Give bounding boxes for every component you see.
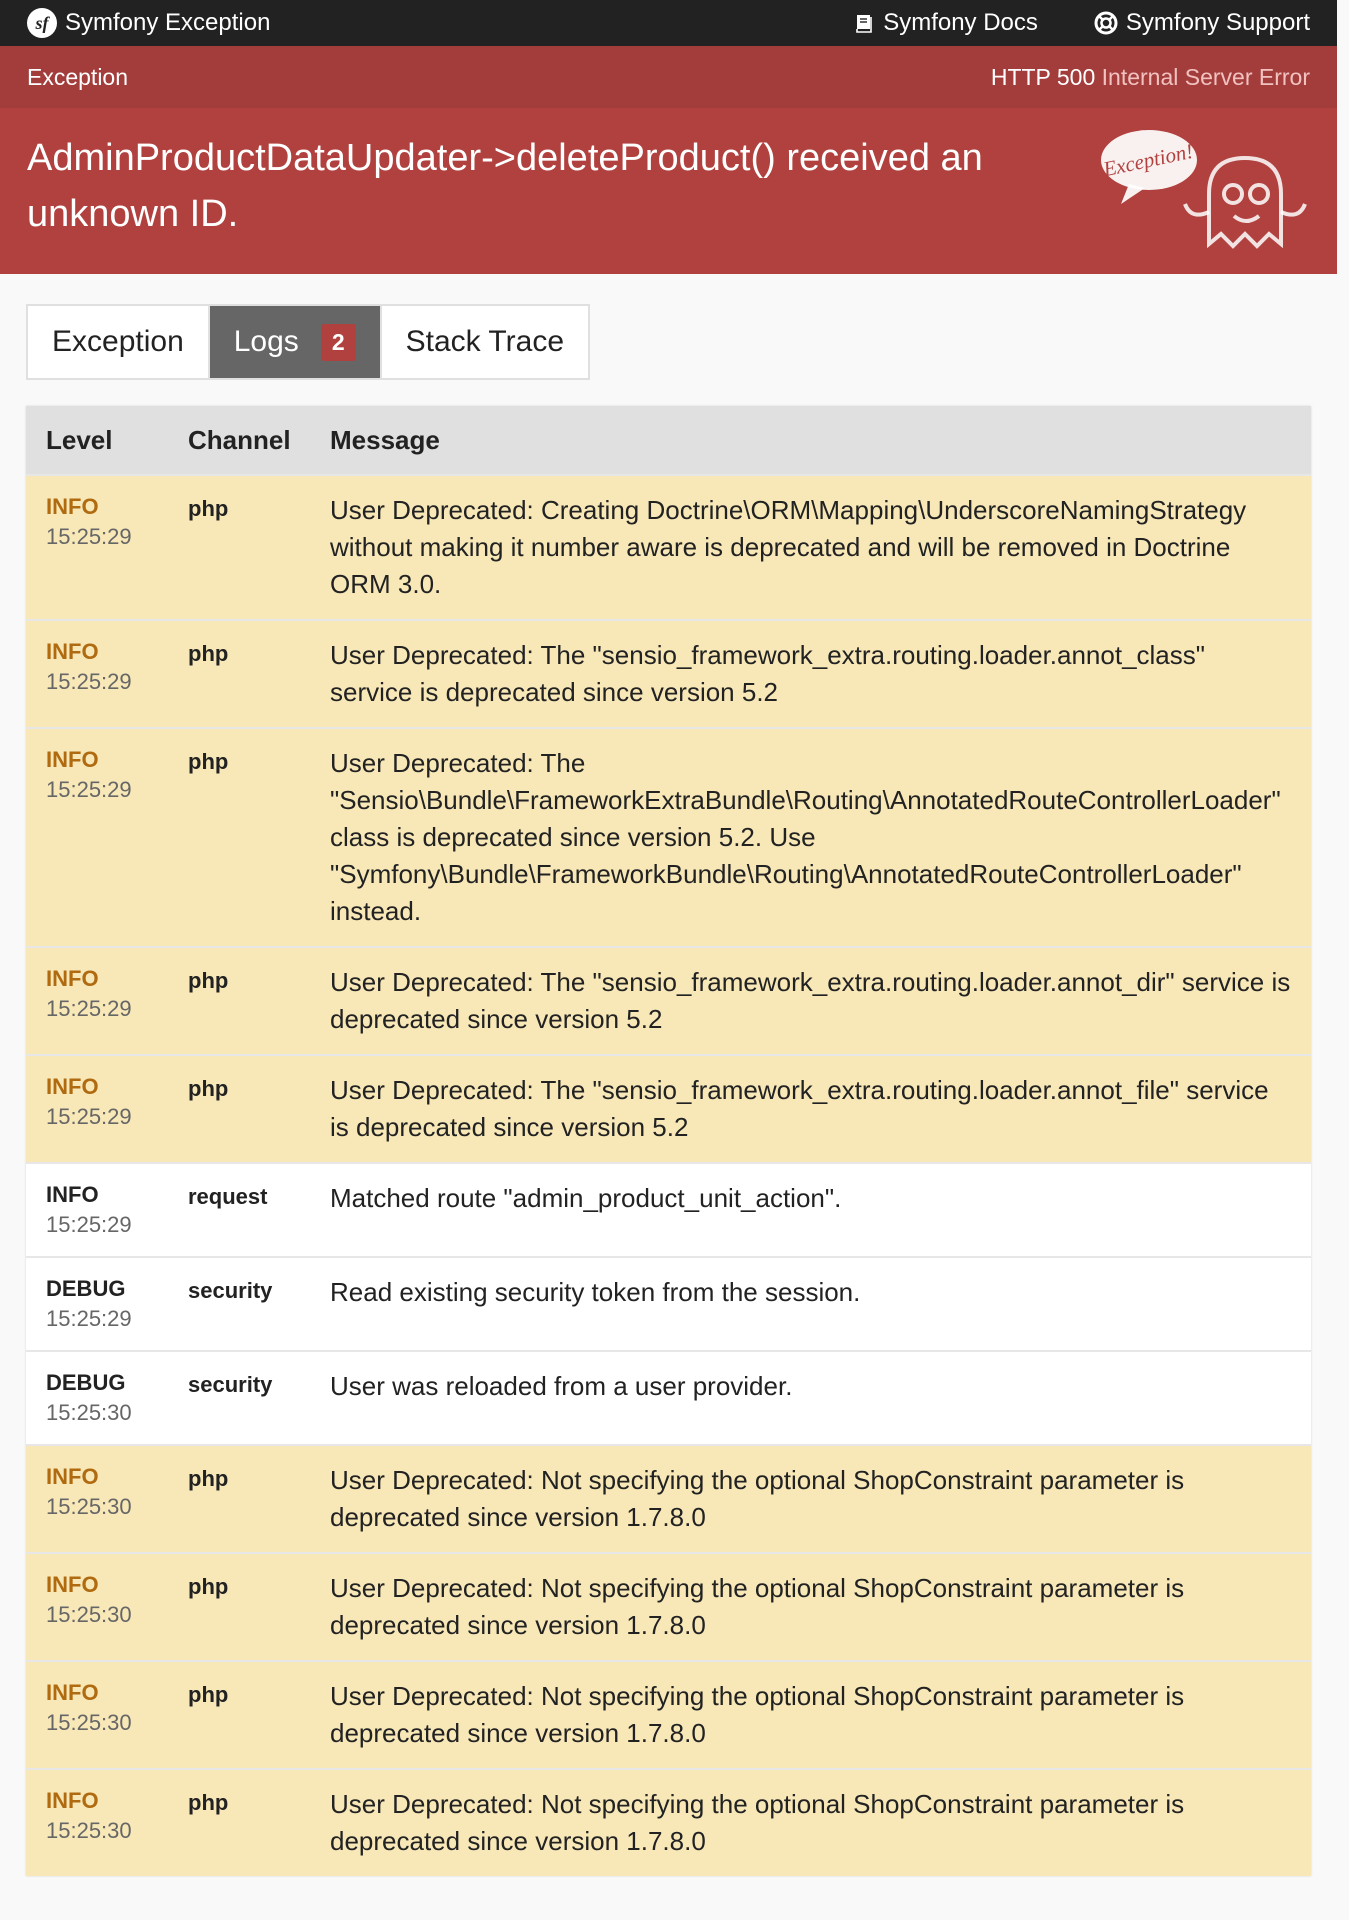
log-message: User Deprecated: Not specifying the optional ShopConstraint parameter is deprecated since version 1.7.8.0 [316,1553,1311,1661]
symfony-docs-label: Symfony Docs [883,9,1038,36]
log-level: INFO [46,639,99,664]
log-row [26,620,1311,728]
log-level: INFO [46,1572,99,1597]
column-header-channel: Channel [168,406,316,475]
log-row [26,947,1311,1055]
log-row [26,1257,1311,1351]
brand-label: Symfony Exception [65,9,271,36]
status-text: Internal Server Error [1101,63,1310,90]
log-level-cell [26,728,168,947]
log-channel: php [168,620,316,728]
log-message: Read existing security token from the session. [316,1257,1311,1351]
log-level: INFO [46,747,99,772]
log-message: User Deprecated: The "sensio_framework_extra.routing.loader.annot_file" service is deprecated since version 5.2 [316,1055,1311,1163]
log-level: INFO [46,966,99,991]
log-level-cell [26,1257,168,1351]
symfony-logo-icon: sf [27,8,57,38]
exception-message: AdminProductDataUpdater->deleteProduct() received an unknown ID. [27,137,983,235]
log-level: DEBUG [46,1276,126,1301]
tab-label: Logs [233,325,299,358]
log-level-cell [26,1445,168,1553]
log-channel: php [168,1445,316,1553]
log-level: INFO [46,494,99,519]
log-message: User Deprecated: Not specifying the optional ShopConstraint parameter is deprecated since version 1.7.8.0 [316,1445,1311,1553]
log-time: 15:25:30 [46,1494,132,1519]
tab-exception[interactable] [28,306,208,378]
log-message: User Deprecated: The "sensio_framework_extra.routing.loader.annot_class" service is deprecated since version 5.2 [316,620,1311,728]
log-time: 15:25:29 [46,669,132,694]
exception-summary [0,46,1337,274]
log-channel: php [168,475,316,620]
logs-header-row [26,406,1311,475]
status-code: HTTP 500 [990,63,1096,90]
log-time: 15:25:30 [46,1400,132,1425]
tab-label: Exception [52,325,184,358]
log-row [26,1445,1311,1553]
log-time: 15:25:29 [46,1104,132,1129]
log-row [26,1351,1311,1445]
log-row [26,1163,1311,1257]
log-level-cell [26,1351,168,1445]
top-bar [0,0,1337,46]
log-time: 15:25:29 [46,1212,132,1237]
log-channel: security [168,1351,316,1445]
log-level: INFO [46,1788,99,1813]
lifebuoy-icon [1094,11,1118,35]
log-level: DEBUG [46,1370,126,1395]
log-channel: php [168,728,316,947]
logs-count-badge: 2 [321,324,356,361]
exception-meta [0,46,1337,108]
log-level-cell [26,1769,168,1876]
log-message: User Deprecated: Not specifying the optional ShopConstraint parameter is deprecated since version 1.7.8.0 [316,1769,1311,1876]
tab-navigation [26,304,590,380]
log-level-cell [26,475,168,620]
tab-stack-trace[interactable] [380,306,588,378]
log-message: User Deprecated: The "Sensio\Bundle\FrameworkExtraBundle\Routing\AnnotatedRouteControllerLoader" class is deprecated since version 5.2. Use "Symfony\Bundle\FrameworkBundle\Routing\AnnotatedRouteControllerLoader" instead. [316,728,1311,947]
log-channel: php [168,1553,316,1661]
brand[interactable] [27,8,270,38]
log-channel: security [168,1257,316,1351]
log-level: INFO [46,1182,99,1207]
exception-ghost-icon [1099,124,1311,254]
symfony-docs-link[interactable] [853,9,1038,37]
log-time: 15:25:29 [46,1306,132,1331]
logs-panel [26,406,1311,1876]
log-level-cell [26,947,168,1055]
log-time: 15:25:29 [46,777,132,802]
log-level-cell [26,620,168,728]
log-channel: php [168,1055,316,1163]
log-time: 15:25:29 [46,524,132,549]
symfony-support-link[interactable] [1094,9,1310,37]
tab-logs[interactable] [208,306,380,378]
log-channel: php [168,947,316,1055]
log-row [26,1661,1311,1769]
log-row [26,1553,1311,1661]
log-time: 15:25:30 [46,1710,132,1735]
log-level: INFO [46,1680,99,1705]
logs-table [26,406,1311,1876]
log-level-cell [26,1553,168,1661]
log-row [26,1769,1311,1876]
log-message: Matched route "admin_product_unit_action". [316,1163,1311,1257]
top-links [853,9,1310,37]
log-channel: php [168,1661,316,1769]
exception-main [0,108,1337,274]
column-header-level: Level [26,406,168,475]
log-message: User Deprecated: The "sensio_framework_extra.routing.loader.annot_dir" service is deprecated since version 5.2 [316,947,1311,1055]
book-icon [853,12,875,34]
log-time: 15:25:30 [46,1602,132,1627]
symfony-support-label: Symfony Support [1125,9,1310,36]
exception-label: Exception [27,63,129,90]
log-row [26,475,1311,620]
log-message: User Deprecated: Creating Doctrine\ORM\Mapping\UnderscoreNamingStrategy without making it number aware is deprecated and will be removed in Doctrine ORM 3.0. [316,475,1311,620]
ghost-caption: Exception! [1101,138,1196,182]
logs-body [26,475,1311,1876]
tab-label: Stack Trace [405,325,565,358]
log-time: 15:25:30 [46,1818,132,1843]
log-row [26,1055,1311,1163]
log-level-cell [26,1163,168,1257]
log-level-cell [26,1661,168,1769]
log-message: User Deprecated: Not specifying the optional ShopConstraint parameter is deprecated since version 1.7.8.0 [316,1661,1311,1769]
log-channel: php [168,1769,316,1876]
log-message: User was reloaded from a user provider. [316,1351,1311,1445]
log-row [26,728,1311,947]
log-level: INFO [46,1074,99,1099]
log-level: INFO [46,1464,99,1489]
log-level-cell [26,1055,168,1163]
http-status [991,64,1310,91]
log-channel: request [168,1163,316,1257]
column-header-message: Message [316,406,1311,475]
log-time: 15:25:29 [46,996,132,1021]
